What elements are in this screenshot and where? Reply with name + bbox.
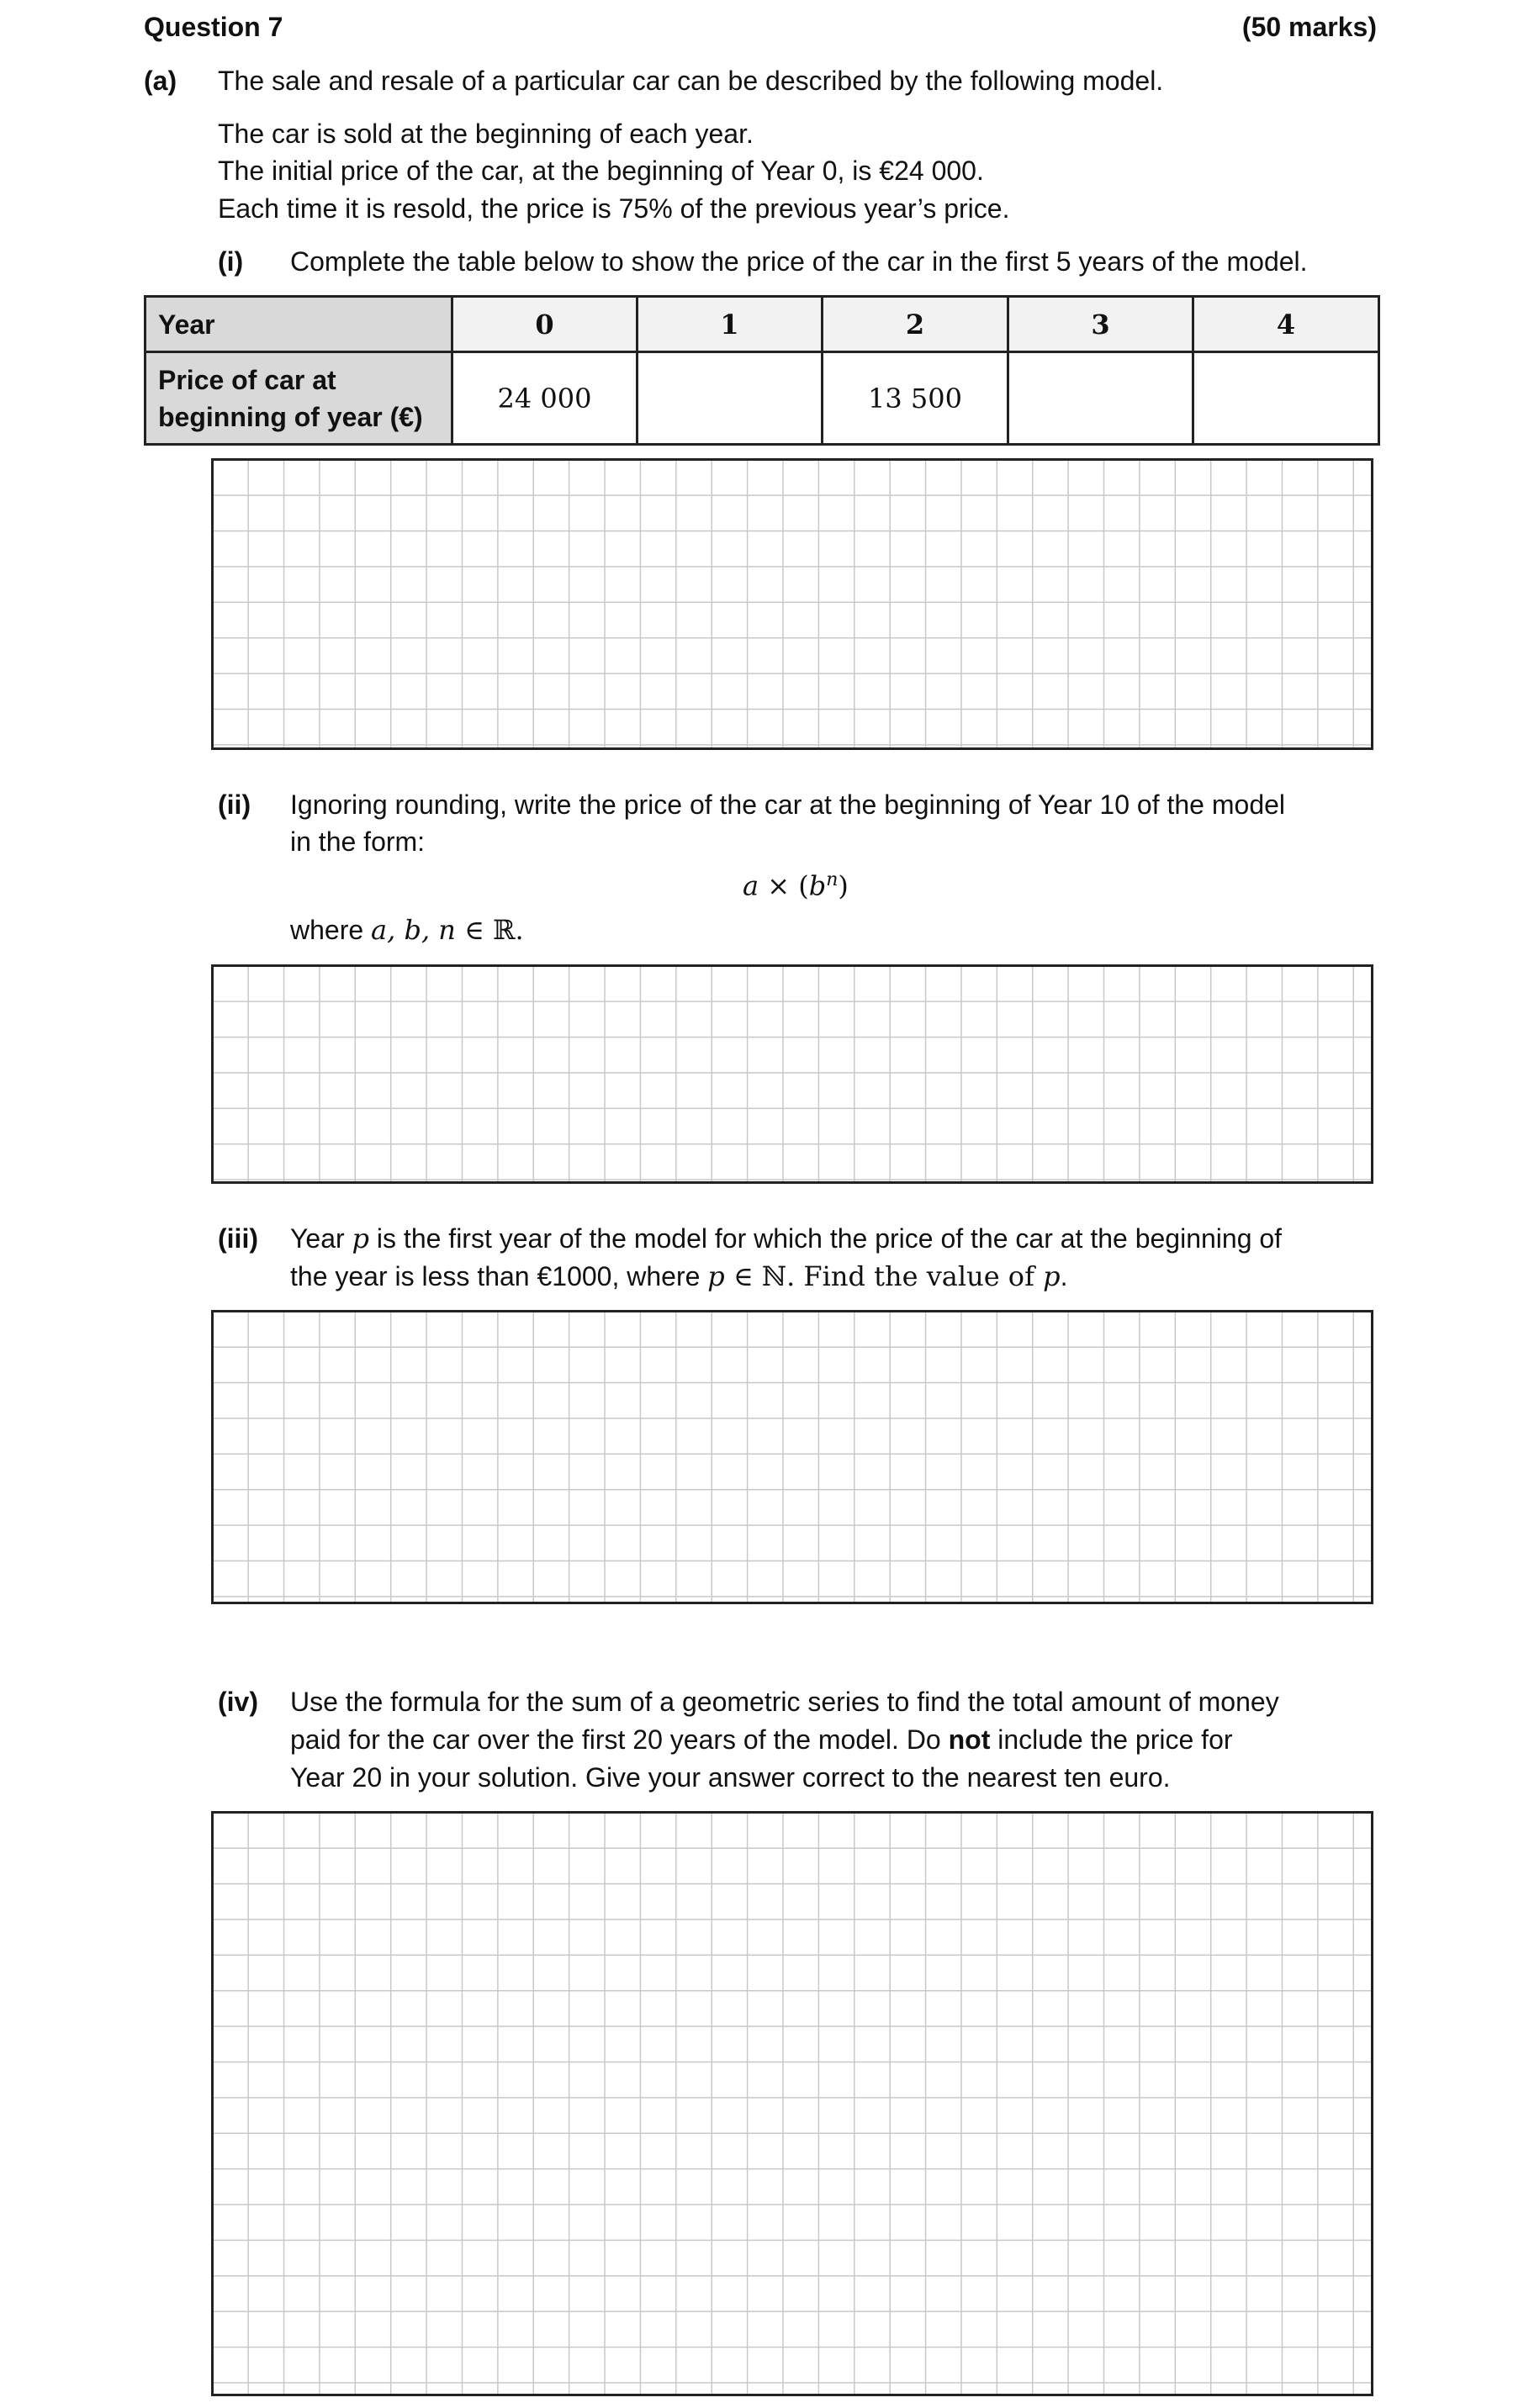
price-cell-year1[interactable] — [638, 352, 823, 445]
formula-expression — [743, 862, 849, 905]
price-label-line1: Price of car at — [158, 364, 336, 395]
formula-times: × ( — [759, 869, 809, 902]
part-iii-line1-b: is the first year of the model for which the price of the car at the beginning of — [369, 1223, 1283, 1254]
part-i-text: Complete the table below to show the price of the car in the first 5 years of the model. — [290, 246, 1308, 277]
part-iv-line2 — [290, 1721, 1233, 1758]
part-a-line2: The initial price of the car, at the beginning of Year 0, is €24 000. — [218, 156, 984, 186]
answer-grid-part-iii[interactable] — [211, 1310, 1373, 1604]
where-prefix: where — [290, 915, 372, 945]
price-cell-year4[interactable] — [1193, 352, 1379, 445]
part-iv-not-emphasis: not — [948, 1724, 991, 1755]
year-cell: 2 — [823, 297, 1008, 352]
part-iii-line2-a: the year is less than €1000, where — [290, 1261, 708, 1291]
year-row-label: Year — [145, 297, 452, 352]
part-a-line1: The car is sold at the beginning of each year. — [218, 119, 754, 149]
part-iv-label: (iv) — [218, 1687, 258, 1717]
year-row — [145, 297, 1379, 352]
part-iii-line1 — [290, 1220, 1282, 1257]
formula-a: a — [743, 869, 759, 902]
formula-close: ) — [838, 869, 849, 902]
price-row — [145, 352, 1379, 445]
where-vars: a, b, n — [371, 914, 456, 946]
part-a-intro: The sale and resale of a particular car can be described by the following model. — [218, 66, 1164, 96]
year-cell: 1 — [638, 297, 823, 352]
part-iii-line1-a: Year — [290, 1223, 352, 1254]
part-iii-label: (iii) — [218, 1223, 258, 1254]
formula-b: b — [808, 869, 827, 902]
marks-label: (50 marks) — [1241, 12, 1377, 42]
year-cell: 3 — [1008, 297, 1193, 352]
part-ii-where — [290, 911, 524, 948]
part-iii-line2-end: . — [1060, 1261, 1068, 1291]
part-a-line3: Each time it is resold, the price is 75% of the previous year’s price. — [218, 193, 1010, 224]
part-iv-line2-a: paid for the car over the first 20 years of the model. Do — [290, 1724, 949, 1755]
part-ii-label: (ii) — [218, 789, 251, 820]
part-iv-line2-b: include the price for — [990, 1724, 1233, 1755]
part-iv-line3: Year 20 in your solution. Give your answer correct to the nearest ten euro. — [290, 1762, 1171, 1793]
price-cell-year2[interactable]: 13 500 — [823, 352, 1008, 445]
part-ii-line2: in the form: — [290, 826, 426, 857]
var-p: p — [1043, 1260, 1061, 1292]
part-iii-line2-b: ∈ ℕ. Find the value of — [724, 1260, 1044, 1292]
part-i-label: (i) — [218, 246, 244, 277]
part-a-label: (a) — [144, 66, 177, 96]
part-ii-line1: Ignoring rounding, write the price of the car at the beginning of Year 10 of the model — [290, 789, 1286, 820]
year-cell: 4 — [1193, 297, 1379, 352]
price-cell-year3[interactable] — [1008, 352, 1193, 445]
price-row-label — [145, 352, 452, 445]
question-title: Question 7 — [144, 12, 283, 42]
part-iv-line1: Use the formula for the sum of a geometric series to find the total amount of money — [290, 1687, 1279, 1717]
year-cell: 0 — [452, 297, 638, 352]
price-table — [144, 295, 1380, 446]
answer-grid-part-iv[interactable] — [211, 1811, 1373, 2396]
price-cell-year0[interactable]: 24 000 — [452, 352, 638, 445]
var-p: p — [707, 1260, 725, 1292]
formula-n: n — [826, 869, 839, 890]
answer-grid-part-ii[interactable] — [211, 964, 1373, 1184]
answer-grid-part-i[interactable] — [211, 458, 1373, 750]
where-suffix: ∈ ℝ. — [455, 914, 524, 946]
part-iii-line2 — [290, 1258, 1067, 1295]
price-label-line2: beginning of year (€) — [158, 401, 423, 432]
var-p: p — [352, 1222, 370, 1254]
